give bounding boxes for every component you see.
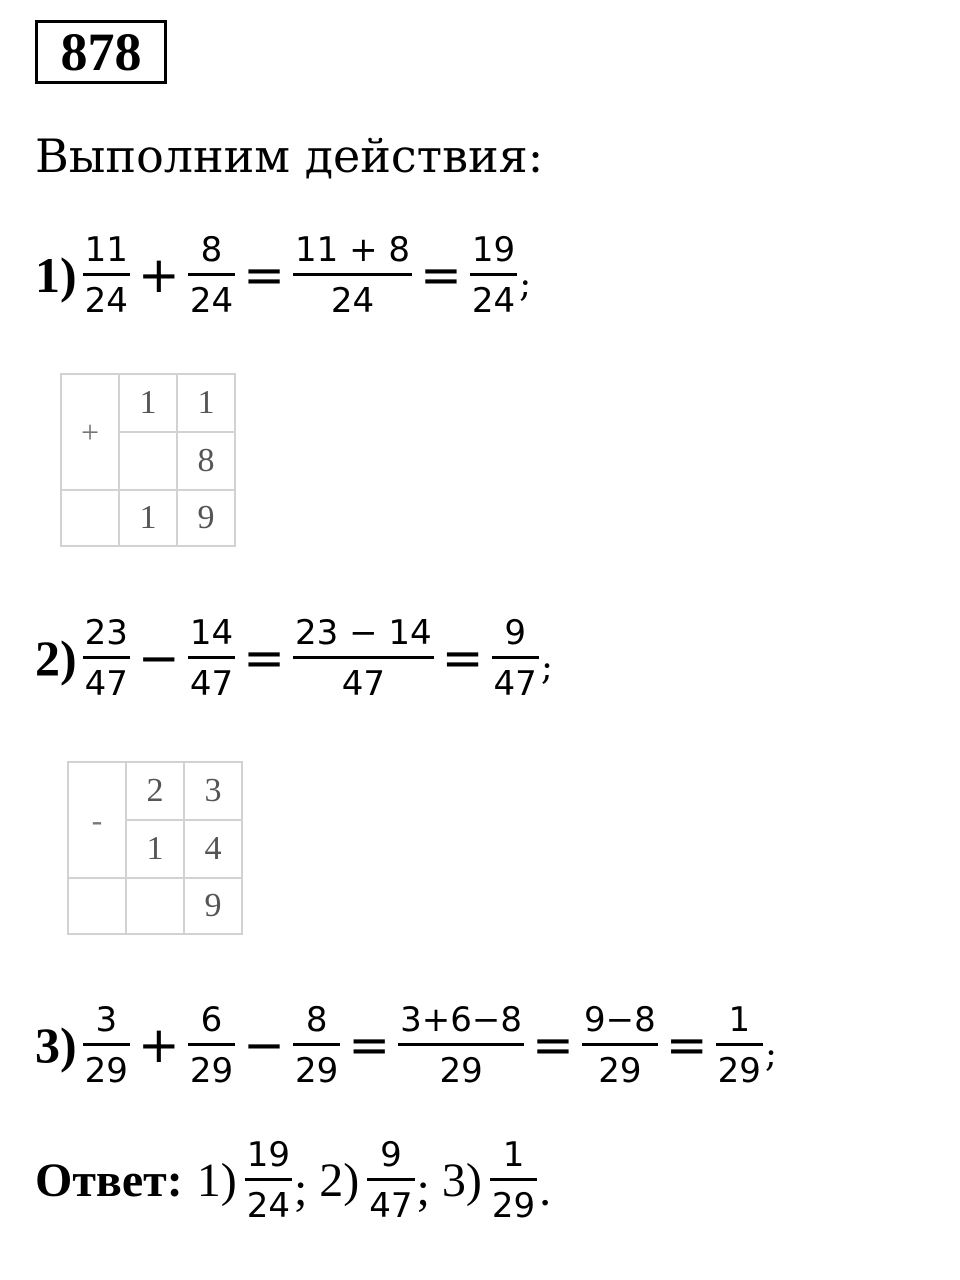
digit-cell: 1 [177, 374, 235, 432]
numerator: 8 [200, 229, 223, 270]
equation-1 [35, 220, 531, 330]
operator: − [243, 1016, 285, 1074]
denominator: 47 [493, 663, 537, 704]
fraction [470, 229, 517, 321]
digit-cell: 4 [184, 820, 242, 878]
fraction [188, 999, 235, 1091]
fraction [716, 999, 763, 1091]
column-addition-table [60, 373, 236, 547]
fraction [83, 999, 130, 1091]
denominator: 24 [471, 280, 516, 321]
numerator: 9 [380, 1134, 402, 1175]
step-label: 1) [35, 247, 77, 303]
equation-2 [35, 603, 553, 713]
fraction [188, 229, 235, 321]
denominator: 29 [598, 1050, 642, 1091]
equals-sign: = [532, 1016, 574, 1074]
result-digit [126, 878, 184, 934]
fraction [83, 229, 130, 321]
numerator: 19 [246, 1134, 290, 1175]
numerator: 3 [95, 999, 118, 1040]
semicolon: ; [540, 646, 553, 688]
denominator: 47 [189, 663, 234, 704]
numerator: 19 [471, 229, 516, 270]
equals-sign: = [420, 246, 462, 304]
numerator: 14 [189, 612, 234, 653]
equation-3 [35, 990, 777, 1100]
denominator: 29 [717, 1050, 761, 1091]
denominator: 24 [330, 280, 375, 321]
equals-sign: = [441, 629, 484, 687]
digit-cell: 8 [177, 432, 235, 490]
denominator: 29 [189, 1050, 234, 1091]
numerator: 23 − 14 [295, 612, 432, 653]
plus-sign: + [61, 374, 119, 490]
fraction [293, 229, 412, 321]
numerator: 1 [502, 1134, 525, 1175]
digit-cell: 3 [184, 762, 242, 820]
digit-cell: 2 [126, 762, 184, 820]
operator: + [137, 246, 180, 304]
column-subtraction-table [67, 761, 243, 935]
digit-cell: 1 [119, 374, 177, 432]
fraction [398, 999, 524, 1091]
answer-fraction [245, 1134, 292, 1226]
equals-sign: = [348, 1016, 391, 1074]
fraction [492, 612, 539, 704]
step-label: 2) [35, 630, 77, 686]
digit-cell [68, 878, 126, 934]
numerator: 9 [504, 612, 526, 653]
numerator: 6 [200, 999, 223, 1040]
fraction [582, 999, 658, 1091]
result-digit: 9 [184, 878, 242, 934]
denominator: 24 [84, 280, 128, 321]
separator: ; [416, 1162, 430, 1216]
separator: . [539, 1162, 552, 1216]
denominator: 29 [439, 1050, 483, 1091]
numerator: 8 [305, 999, 328, 1040]
digit-cell: 1 [126, 820, 184, 878]
answer-item-label: 1) [196, 1153, 237, 1207]
fraction [293, 999, 340, 1091]
numerator: 11 [84, 229, 128, 270]
numerator: 1 [728, 999, 751, 1040]
separator: ; [293, 1162, 308, 1216]
denominator: 24 [189, 280, 234, 321]
minus-sign: - [68, 762, 126, 878]
equals-sign: = [243, 629, 285, 687]
digit-cell [119, 432, 177, 490]
numerator: 11 + 8 [295, 229, 410, 270]
intro-text: Выполним действия: [35, 129, 544, 183]
equals-sign: = [665, 1016, 708, 1074]
denominator: 47 [341, 663, 385, 704]
numerator: 23 [84, 612, 128, 653]
denominator: 29 [491, 1185, 536, 1226]
digit-cell [61, 490, 119, 546]
answer-item-label: 2) [319, 1153, 360, 1207]
fraction [188, 612, 235, 704]
answer-label: Ответ: [35, 1153, 183, 1207]
answer-fraction [367, 1134, 414, 1226]
step-label: 3) [35, 1017, 77, 1073]
denominator: 24 [246, 1185, 290, 1226]
result-digit: 9 [177, 490, 235, 546]
denominator: 47 [84, 663, 128, 704]
answer-item-label: 3) [441, 1153, 482, 1207]
numerator: 9−8 [583, 999, 656, 1040]
operator: + [137, 1016, 180, 1074]
result-digit: 1 [119, 490, 177, 546]
denominator: 29 [84, 1050, 128, 1091]
fraction [83, 612, 130, 704]
operator: − [137, 629, 180, 687]
denominator: 47 [369, 1185, 413, 1226]
numerator: 3+6−8 [400, 999, 523, 1040]
answer-fraction [490, 1134, 537, 1226]
equals-sign: = [243, 246, 285, 304]
semicolon: ; [764, 1033, 778, 1075]
semicolon: ; [519, 263, 532, 305]
fraction [293, 612, 434, 704]
denominator: 29 [295, 1050, 339, 1091]
problem-number: 878 [35, 20, 167, 84]
answer-line [35, 1125, 563, 1235]
